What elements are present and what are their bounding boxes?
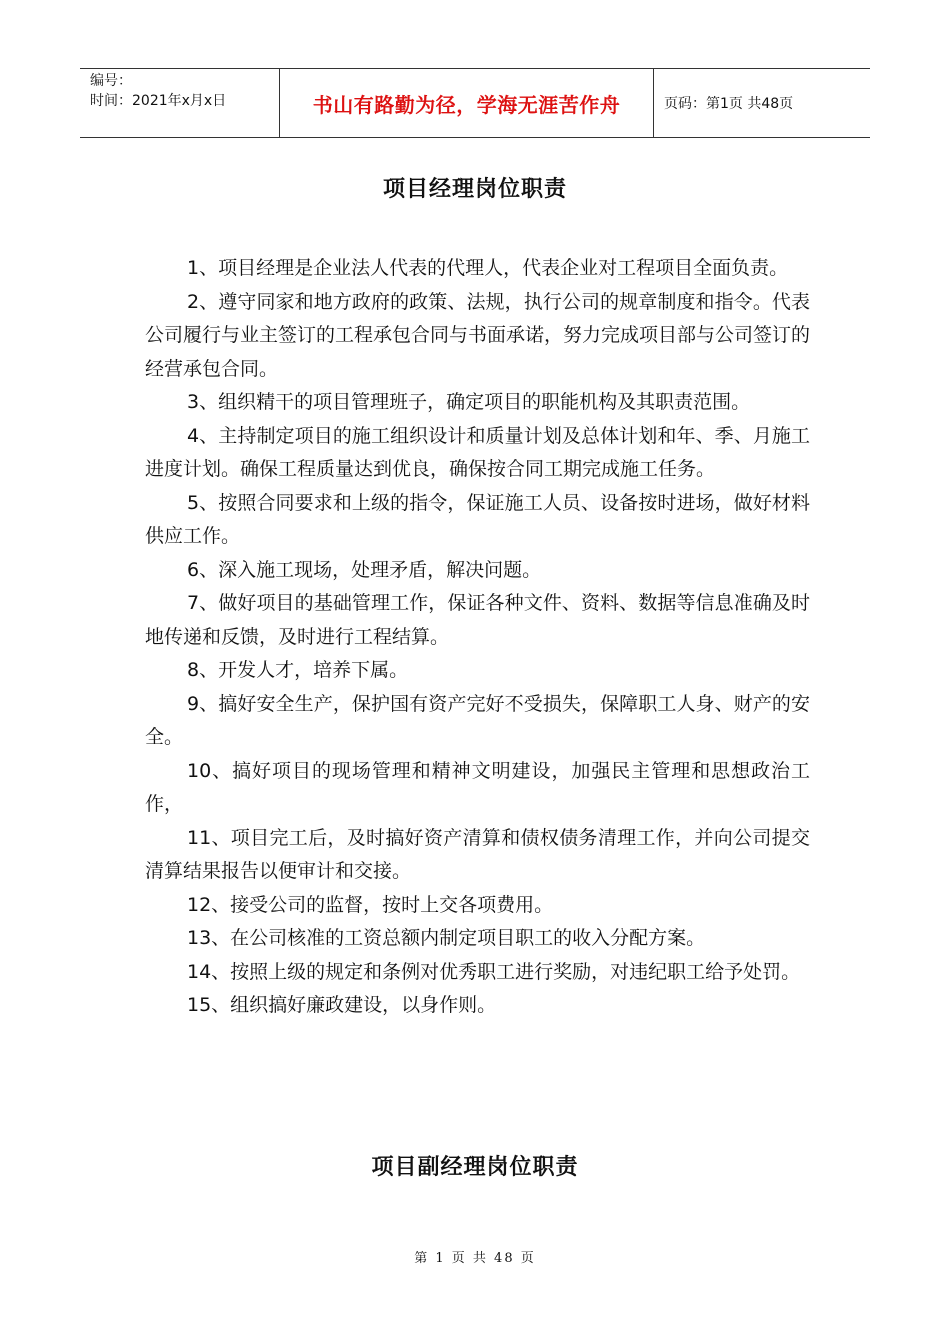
header-page-code: 页码：第1页 共48页: [664, 96, 794, 112]
paragraph: 2、遵守同家和地方政府的政策、法规，执行公司的规章制度和指令。代表公司履行与业主签订的工程承包合同与书面承诺，努力完成项目部与公司签订的经营承包合同。: [145, 290, 811, 380]
header-meta: [80, 69, 280, 137]
next-section-title: 项目副经理岗位职责: [371, 1155, 579, 1180]
paragraph: 9、搞好安全生产，保护国有资产完好不受损失，保障职工人身、财产的安全。: [145, 692, 810, 748]
paragraph: 1、项目经理是企业法人代表的代理人，代表企业对工程项目全面负责。: [187, 257, 789, 279]
document-body: [145, 252, 810, 1023]
document-number-label: 编号：: [90, 73, 132, 89]
paragraph: 12、接受公司的监督，按时上交各项费用。: [187, 893, 554, 916]
paragraph: 11、项目完工后，及时搞好资产清算和债权债务清理工作，并向公司提交清算结果报告以便审计和交接。: [145, 826, 810, 882]
paragraph: 5、按照合同要求和上级的指令，保证施工人员、设备按时进场，做好材料供应工作。: [145, 491, 810, 547]
page-footer: 第 1 页 共 48 页: [414, 1251, 536, 1266]
paragraph: 4、主持制定项目的施工组织设计和质量计划及总体计划和年、季、月施工进度计划。确保工程质量达到优良，确保按合同工期完成施工任务。: [145, 424, 810, 480]
paragraph: 10、搞好项目的现场管理和精神文明建设，加强民主管理和思想政治工作，: [145, 759, 810, 815]
paragraph: 6、深入施工现场，处理矛盾，解决问题。: [187, 558, 542, 581]
document-title: 项目经理岗位职责: [382, 177, 567, 202]
paragraph: 8、开发人才，培养下属。: [187, 659, 409, 681]
paragraph: 15、组织搞好廉政建设，以身作则。: [187, 994, 497, 1016]
document-time-label: 时间：2021年x月x日: [90, 93, 227, 109]
paragraph: 7、做好项目的基础管理工作，保证各种文件、资料、数据等信息准确及时地传递和反馈，及时进行工程结算。: [145, 592, 810, 648]
page-header: [80, 68, 870, 138]
paragraph: 13、在公司核准的工资总额内制定项目职工的收入分配方案。: [187, 927, 706, 949]
header-motto: 书山有路勤为径，学海无涯苦作舟: [280, 69, 654, 137]
paragraph: 3、组织精干的项目管理班子，确定项目的职能机构及其职责范围。: [187, 391, 751, 413]
paragraph: 14、按照上级的规定和条例对优秀职工进行奖励，对违纪职工给予处罚。: [187, 960, 801, 983]
